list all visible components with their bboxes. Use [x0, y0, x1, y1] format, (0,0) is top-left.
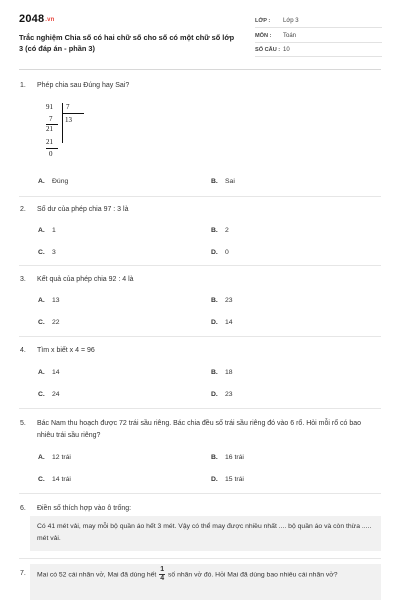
option-b[interactable]	[211, 454, 244, 461]
option-text: 12 trái	[52, 454, 71, 461]
option-label: D.	[211, 391, 218, 398]
meta-key: MÔN :	[255, 33, 272, 39]
site-logo[interactable]	[19, 13, 55, 25]
option-d[interactable]	[211, 249, 229, 256]
option-label: D.	[211, 476, 218, 483]
option-b[interactable]	[211, 369, 233, 376]
option-c[interactable]	[38, 319, 60, 326]
option-label: A.	[38, 297, 45, 304]
option-text: 1	[52, 227, 56, 234]
option-label: B.	[211, 454, 218, 461]
question-divider	[19, 196, 381, 197]
step-product-2: 21	[46, 138, 53, 146]
option-d[interactable]	[211, 391, 233, 398]
fraction-denominator: 4	[160, 575, 165, 582]
question-text	[37, 566, 379, 583]
option-text: 23	[225, 391, 233, 398]
option-text: 24	[52, 391, 60, 398]
meta-value: Lớp 3	[283, 18, 299, 24]
meta-row-grade	[255, 14, 382, 28]
option-text: 13	[52, 297, 60, 304]
option-text: 14 trái	[52, 476, 71, 483]
meta-row-count	[255, 43, 382, 57]
option-b[interactable]	[211, 297, 233, 304]
option-a[interactable]	[38, 369, 60, 376]
question-number: 5.	[20, 420, 26, 427]
question-number: 4.	[20, 347, 26, 354]
division-diagram	[44, 103, 94, 165]
option-a[interactable]	[38, 454, 71, 461]
option-d[interactable]	[211, 319, 233, 326]
option-label: C.	[38, 319, 45, 326]
question-text: Số dư của phép chia 97 : 3 là	[37, 206, 129, 213]
question-divider	[19, 558, 381, 559]
option-b[interactable]	[211, 178, 235, 185]
question-divider	[19, 493, 381, 494]
question-text-after: số nhãn vở đó. Hỏi Mai đã dùng bao nhiêu cái nhãn vở?	[168, 571, 338, 579]
question-number: 1.	[20, 82, 26, 89]
option-a[interactable]	[38, 297, 60, 304]
meta-value: Toán	[283, 33, 297, 39]
option-text: Sai	[225, 178, 235, 185]
option-label: C.	[38, 391, 45, 398]
option-c[interactable]	[38, 249, 56, 256]
fraction	[159, 566, 165, 583]
option-b[interactable]	[211, 227, 229, 234]
question-number: 3.	[20, 276, 26, 283]
division-vertical-line	[62, 103, 63, 143]
option-label: B.	[211, 369, 218, 376]
option-text: Đúng	[52, 178, 69, 185]
option-text: 3	[52, 249, 56, 256]
question-divider	[19, 336, 381, 337]
question-text: Bác Nam thu hoạch được 72 trái sầu riêng. Bác chia đều số trái sầu riêng đó vào 6 rổ. Hỏi mỗi rổ có bao nhiêu trái sầu riêng?	[37, 420, 362, 439]
option-d[interactable]	[211, 476, 244, 483]
option-label: A.	[38, 178, 45, 185]
option-label: B.	[211, 227, 218, 234]
question-text: Tìm x biết x 4 = 96	[37, 347, 95, 354]
question-text-before: Mai có 52 cái nhãn vở, Mai đã dùng hết	[37, 571, 157, 579]
question-divider	[19, 265, 381, 266]
option-label: B.	[211, 178, 218, 185]
question-text: Phép chia sau Đúng hay Sai?	[37, 82, 130, 89]
question-divider	[19, 408, 381, 409]
fill-in-text: Có 41 mét vải, may mỗi bộ quần áo hết 3 mét. Vậy có thể may được nhiều nhất .... bộ quần áo và còn thừa ..... mét vải.	[37, 523, 372, 542]
subtract-line-2	[46, 148, 58, 149]
question-text: Điền số thích hợp vào ô trống:	[37, 505, 132, 512]
fraction-numerator: 1	[160, 566, 165, 573]
option-text: 22	[52, 319, 60, 326]
meta-row-subject	[255, 29, 382, 43]
option-label: A.	[38, 454, 45, 461]
option-label: A.	[38, 369, 45, 376]
option-c[interactable]	[38, 391, 60, 398]
option-c[interactable]	[38, 476, 71, 483]
option-label: D.	[211, 319, 218, 326]
remainder-1: 21	[46, 125, 53, 133]
divisor: 7	[66, 103, 70, 111]
question-number: 6.	[20, 505, 26, 512]
logo-text: 2048	[19, 13, 45, 25]
page-title: Trắc nghiệm Chia số có hai chữ số cho số có một chữ số lớp 3 (có đáp án - phần 3)	[19, 33, 235, 53]
question-text: Kết quả của phép chia 92 : 4 là	[37, 276, 134, 283]
option-text: 16 trái	[225, 454, 244, 461]
option-a[interactable]	[38, 227, 56, 234]
option-label: A.	[38, 227, 45, 234]
question-number: 7.	[20, 570, 26, 577]
meta-key: LỚP :	[255, 18, 271, 24]
dividend: 91	[46, 103, 53, 111]
option-text: 23	[225, 297, 233, 304]
option-text: 14	[225, 319, 233, 326]
quotient: 13	[65, 116, 72, 124]
option-text: 18	[225, 369, 233, 376]
option-label: D.	[211, 249, 218, 256]
divisor-underline	[62, 113, 84, 114]
option-a[interactable]	[38, 178, 68, 185]
option-text: 2	[225, 227, 229, 234]
option-label: C.	[38, 476, 45, 483]
meta-key: SỐ CÂU :	[255, 47, 281, 53]
fill-in-box	[30, 516, 381, 551]
meta-value: 10	[283, 47, 290, 53]
option-label: B.	[211, 297, 218, 304]
header-divider	[19, 69, 381, 70]
logo-suffix: .vn	[45, 17, 55, 23]
question-number: 2.	[20, 206, 26, 213]
question-box	[30, 564, 381, 600]
option-text: 15 trái	[225, 476, 244, 483]
step-product-1: 7	[49, 115, 53, 123]
option-text: 0	[225, 249, 229, 256]
option-text: 14	[52, 369, 60, 376]
remainder-2: 0	[49, 150, 53, 158]
option-label: C.	[38, 249, 45, 256]
